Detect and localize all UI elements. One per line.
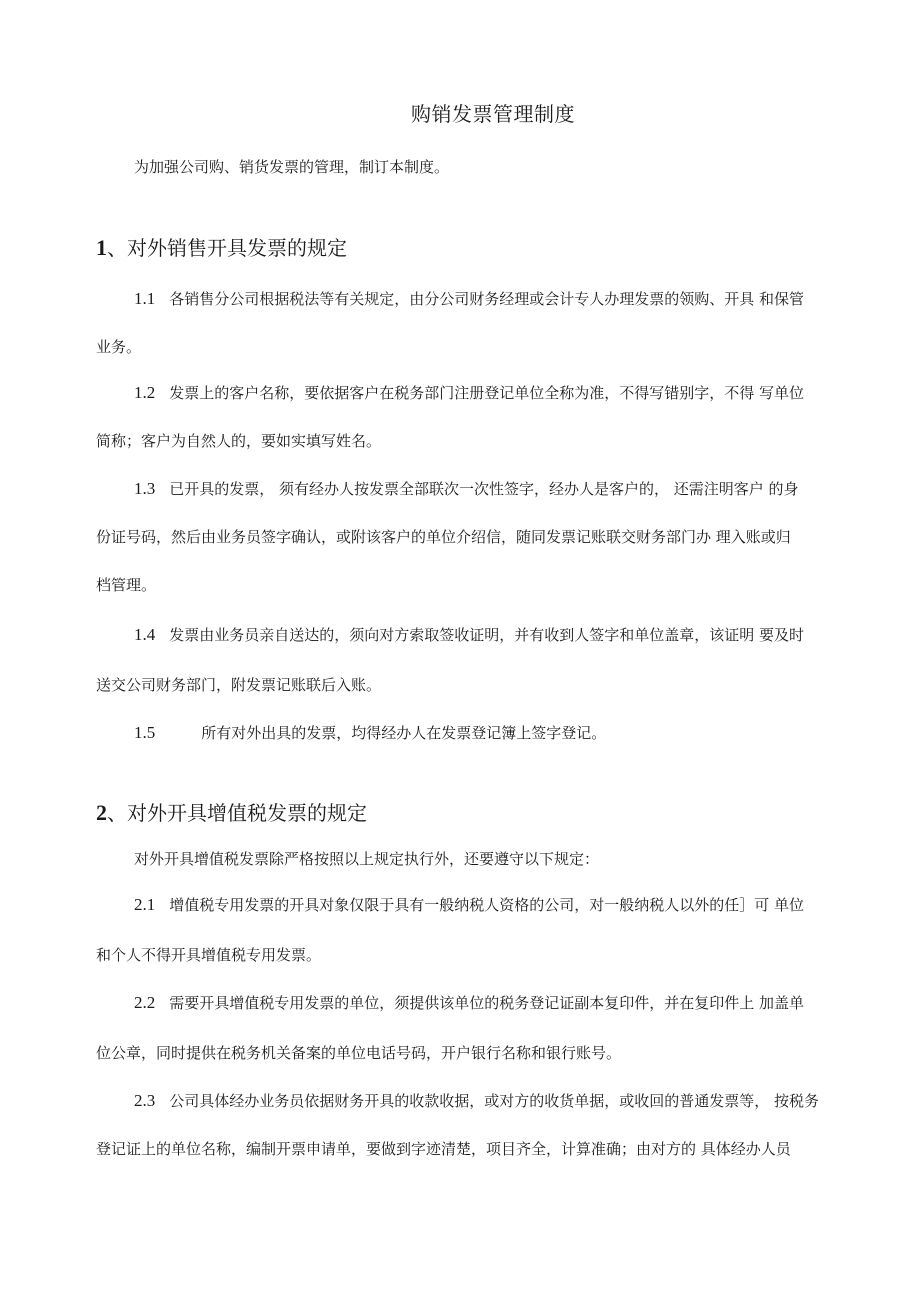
clause-2-1-line-2: 和个人不得开具增值税专用发票。 — [96, 946, 322, 964]
section-2-number: 2 — [96, 800, 107, 825]
clause-1-3-line-1: 1.3 已开具的发票， 须有经办人按发票全部联次一次性签字，经办人是客户的， 还需注明客户 的身 — [134, 479, 799, 498]
clause-1-3-line-3: 档管理。 — [96, 576, 157, 594]
clause-2-2-number: 2.2 — [134, 993, 156, 1012]
clause-2-2-line-2: 位公章，同时提供在税务机关备案的单位电话号码，开户银行名称和银行账号。 — [96, 1044, 622, 1062]
section-2-heading — [96, 797, 367, 826]
section-1-number: 1 — [96, 235, 107, 260]
clause-1-2-line-1: 1.2 发票上的客户名称，要依据客户在税务部门注册登记单位全称为准，不得写错别字，不得 写单位 — [134, 383, 805, 402]
clause-1-5-line-1: 1.5 所有对外出具的发票，均得经办人在发票登记簿上签字登记。 — [134, 723, 607, 742]
clause-2-2-line-1: 2.2 需要开具增值税专用发票的单位，须提供该单位的税务登记证副本复印件，并在复印件上 加盖单 — [134, 993, 805, 1012]
section-2-heading-text: 、对外开具增值税发票的规定 — [107, 801, 367, 825]
clause-2-1-number: 2.1 — [134, 895, 156, 914]
clause-1-1-number: 1.1 — [134, 289, 156, 308]
section-1-heading — [96, 232, 347, 261]
section-1-heading-text: 、对外销售开具发票的规定 — [107, 236, 347, 260]
clause-1-5-number: 1.5 — [134, 723, 156, 742]
clause-2-3-number: 2.3 — [134, 1091, 156, 1110]
clause-2-3-line-2: 登记证上的单位名称，编制开票申请单，要做到字迹清楚，项目齐全，计算准确；由对方的 具体经办人员 — [96, 1140, 791, 1158]
clause-2-1-line-1: 2.1 增值税专用发票的开具对象仅限于具有一般纳税人资格的公司，对一般纳税人以外的任］可 单位 — [134, 895, 805, 914]
clause-1-4-line-1: 1.4 发票由业务员亲自送达的，须向对方索取签收证明，并有收到人签字和单位盖章，该证明 要及时 — [134, 625, 805, 644]
section-2-intro: 对外开具增值税发票除严格按照以上规定执行外，还要遵守以下规定： — [134, 850, 600, 868]
clause-1-2-line-2: 简称；客户为自然人的，要如实填写姓名。 — [96, 432, 382, 450]
clause-1-3-number: 1.3 — [134, 479, 156, 498]
clause-1-2-number: 1.2 — [134, 383, 156, 402]
clause-1-1-line-2: 业务。 — [96, 338, 142, 356]
clause-1-3-line-2: 份证号码，然后由业务员签字确认，或附该客户的单位介绍信，随同发票记账联交财务部门办 理入账或归 — [96, 528, 791, 546]
intro-paragraph: 为加强公司购、销货发票的管理，制订本制度。 — [134, 158, 450, 176]
clause-1-4-number: 1.4 — [134, 625, 156, 644]
clause-1-4-line-2: 送交公司财务部门，附发票记账联后入账。 — [96, 676, 382, 694]
document-title: 购销发票管理制度 — [411, 102, 575, 126]
clause-2-3-line-1: 2.3 公司具体经办业务员依据财务开具的收款收据，或对方的收货单据，或收回的普通发票等， 按税务 — [134, 1091, 820, 1110]
clause-1-1-line-1: 1.1 各销售分公司根据税法等有关规定，由分公司财务经理或会计专人办理发票的领购、开具 和保管 — [134, 289, 805, 308]
